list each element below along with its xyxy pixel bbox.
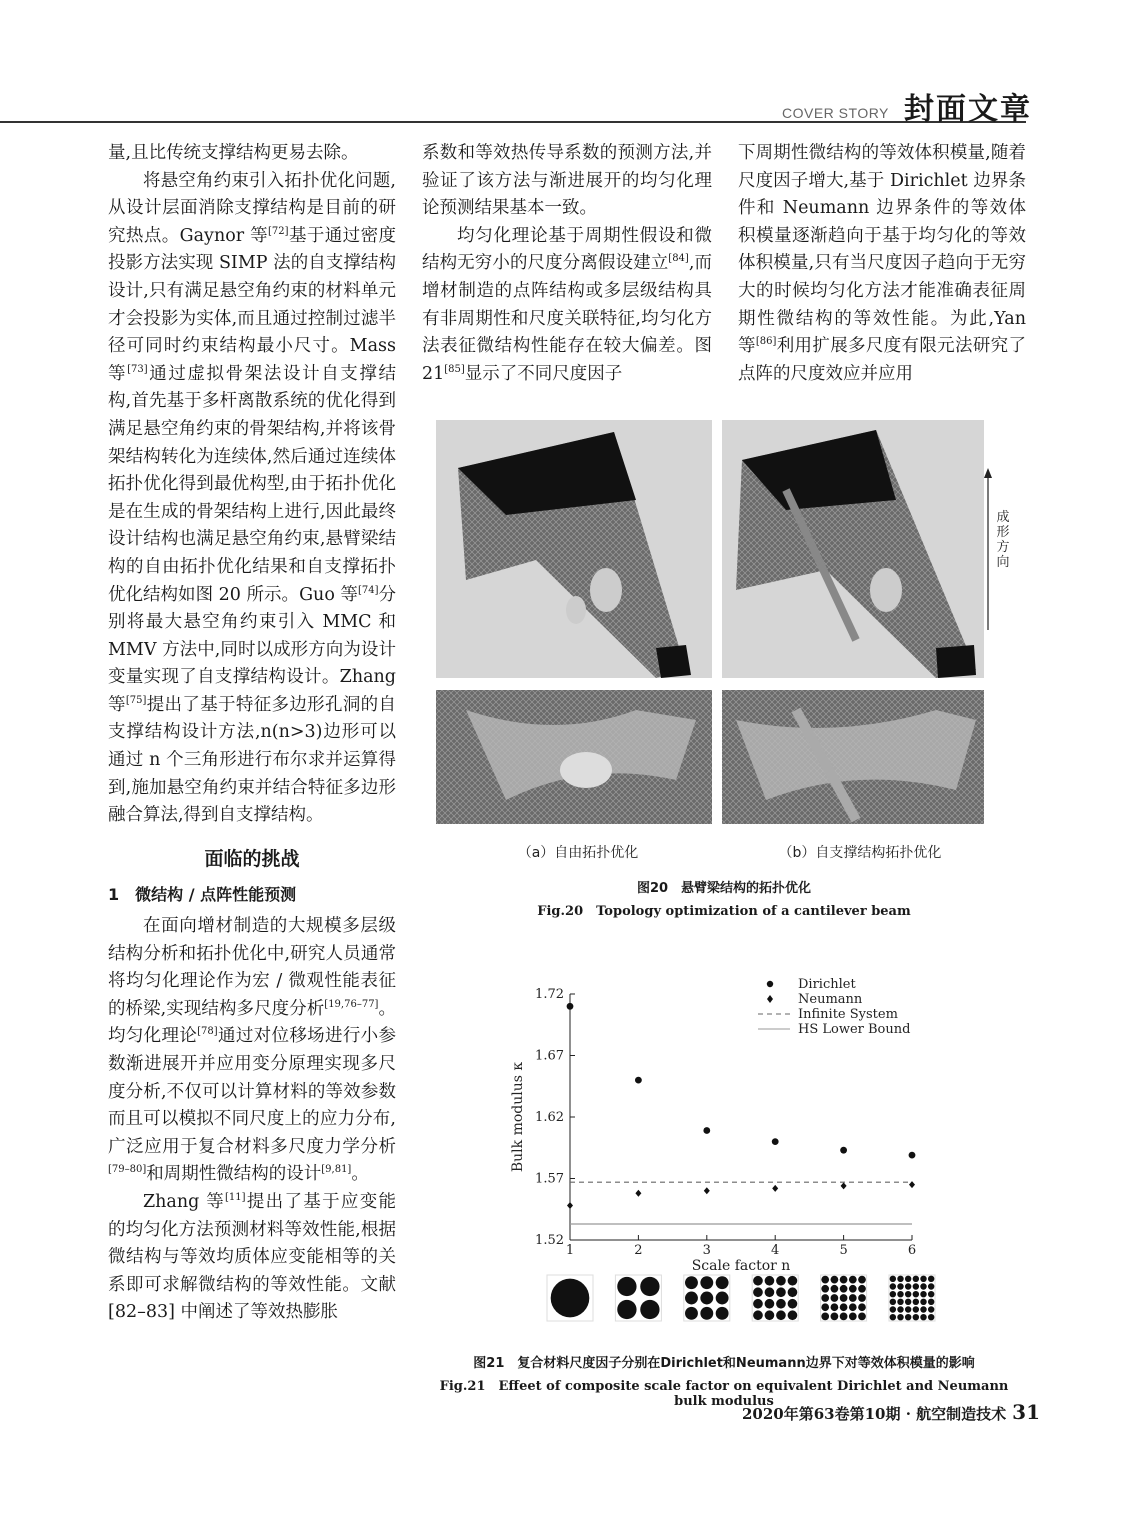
microstructure-inclusion [617,1277,636,1296]
dirichlet-point [772,1138,779,1145]
microstructure-inclusion [897,1283,903,1289]
microstructure-inclusion [788,1287,798,1297]
microstructure-inclusion [858,1303,866,1311]
microstructure-inclusion [920,1306,926,1312]
figure-21-chart [500,970,940,1330]
microstructure-inclusion [905,1314,911,1320]
microstructure-inclusion [716,1307,729,1320]
microstructure-inclusion [700,1276,713,1289]
microstructure-inclusion [897,1306,903,1312]
microstructure-inclusion [849,1285,857,1293]
microstructure-inclusion [831,1276,839,1284]
microstructure-inclusion [928,1276,934,1282]
x-tick-label: 4 [771,1243,780,1258]
dirichlet-point [635,1077,642,1084]
microstructure-inclusion [685,1276,698,1289]
microstructure-inclusion [849,1294,857,1302]
microstructure-inclusion [897,1291,903,1297]
microstructure-inclusion [890,1291,896,1297]
legend-label: Dirichlet [798,977,856,992]
microstructure-inclusion [831,1313,839,1321]
microstructure-inclusion [716,1276,729,1289]
free-topology-closeup-image [436,690,712,824]
microstructure-inclusion [920,1291,926,1297]
microstructure-inclusion [821,1276,829,1284]
column-1 [108,140,396,1327]
microstructure-inclusion [765,1276,775,1286]
microstructure-inclusion [913,1283,919,1289]
paragraph: 下周期性微结构的等效体积模量,随着尺度因子增大,基于 Dirichlet 边界条件和 Neumann 边界条件的等效体积模量逐渐趋向于基于均匀化的等效体积模量,只有当尺度因子趋向于无穷大的时候均匀化方法才能准确表征周期性微结构的等效性能。为此,Yan 等[86]利用扩展多尺度有限元法研究了点阵的尺度效应并应用 [738,143,1027,384]
microstructure-inclusion [700,1307,713,1320]
y-tick-label: 1.67 [535,1048,564,1064]
microstructure-inclusion [905,1283,911,1289]
microstructure-inclusion [928,1314,934,1320]
paragraph: 量,且比传统支撑结构更易去除。 [108,143,359,163]
microstructure-inclusion [840,1276,848,1284]
microstructure-inclusion [928,1306,934,1312]
microstructure-inclusion [776,1299,786,1309]
figure-20-images [436,420,996,830]
page-number: 31 [1012,1400,1040,1424]
paragraph: 将悬空角约束引入拓扑优化问题,从设计层面消除支撑结构是目前的研究热点。Gaynor 等[72]基于通过密度投影方法实现 SIMP 法的自支撑结构设计,只有满足悬空角约束的材料单元才会投影为实体,而且通过控制过滤半径可同时约束结构最小尺寸。Mass 等[73]通过虚拟骨架法设计自支撑结构,首先基于多杆离散系统的优化得到满足悬空角约束的骨架结构,并将该骨架结构转化为连续体,然后通过连续体拓扑优化得到最优构型,由于拓扑优化是在生成的骨架结构上进行,因此最终设计结构也满足悬空角约束,悬臂梁结构的自由拓扑优化结果和自支撑拓扑优化结构如图 20 所示。Guo 等[74]分别将最大悬空角约束引入 MMC 和 MMV 方法中,同时以成形方向为设计变量实现了自支撑结构设计。Zhang 等[75]提出了基于特征多边形孔洞的自支撑结构设计方法,n(n>3)边形可以通过 n 个三角形进行布尔求并运算得到,施加悬空角约束并结合特征多边形融合算法,得到自支撑结构。 [108,170,397,826]
self-supporting-3d-image [722,420,984,678]
microstructure-cell [889,1275,935,1321]
microstructure-inclusion [617,1300,636,1319]
self-supporting-closeup-image [722,690,984,824]
x-tick-label: 6 [907,1243,917,1258]
microstructure-inclusion [840,1294,848,1302]
microstructure-inclusion [776,1276,786,1286]
microstructure-inclusion [913,1299,919,1305]
neumann-point [567,1202,573,1209]
microstructure-inclusion [716,1292,729,1305]
microstructure-inclusion [788,1299,798,1309]
neumann-point [909,1181,915,1188]
neumann-point [635,1190,641,1197]
fig20-caption-cn: 图20 悬臂梁结构的拓扑优化 [636,881,812,896]
microstructure-inclusion [753,1310,763,1320]
microstructure-inclusion [928,1299,934,1305]
microstructure-inclusion [920,1276,926,1282]
build-direction-arrow [984,468,992,630]
microstructure-inclusion [897,1314,903,1320]
free-topology-3d-image [436,420,712,678]
microstructure-inclusion [890,1283,896,1289]
paragraph: 在面向增材制造的大规模多层级结构分析和拓扑优化中,研究人员通常将均匀化理论作为宏 / 微观性能表征的桥梁,实现结构多尺度分析[19,76–77]。均匀化理论[78]通过对位移场进行小参数渐进展开并应用变分原理实现多尺度分析,不仅可以计算材料的等效参数而且可以模拟不同尺度上的应力分布,广泛应用于复合材料多尺度力学分析[79–80]和周期性微结构的设计[9,81]。 [108,916,397,1185]
section-heading: 面临的挑战 [204,847,300,870]
microstructure-inclusion [890,1314,896,1320]
microstructure-inclusion [685,1307,698,1320]
microstructure-inclusion [890,1276,896,1282]
x-axis-label: Scale factor n [691,1258,791,1274]
section-label-en: COVER STORY [782,105,889,121]
microstructure-inclusion [905,1276,911,1282]
y-tick-label: 1.72 [535,987,564,1002]
fig20-subcaption-a: （a）自由拓扑优化 [517,845,639,861]
y-tick-label: 1.52 [535,1233,564,1248]
microstructure-inclusion [913,1276,919,1282]
dirichlet-point [840,1147,847,1154]
paragraph: 系数和等效热传导系数的预测方法,并验证了该方法与渐进展开的均匀化理论预测结果基本一致。 [422,143,712,219]
microstructure-inclusion [920,1299,926,1305]
page-footer [660,1400,1040,1424]
journal-issue: 2020年第63卷第10期 · 航空制造技术 [741,1405,1007,1423]
column-2 [422,140,712,388]
dirichlet-point [703,1127,710,1134]
dirichlet-point [567,1003,574,1010]
fig20-caption-en: Fig.20 Topology optimization of a cantilever beam [537,904,911,919]
paragraph: 均匀化理论基于周期性假设和微结构无穷小的尺度分离假设建立[84],而增材制造的点阵结构或多层级结构具有非周期性和尺度关联特征,均匀化方法表征微结构性能存在较大偏差。图 21[85]显示了不同尺度因子 [422,225,712,384]
microstructure-inclusion [821,1285,829,1293]
microstructure-inclusion [788,1276,798,1286]
microstructure-inclusion [913,1314,919,1320]
microstructure-inclusion [753,1287,763,1297]
microstructure-inclusion [905,1299,911,1305]
microstructure-inclusion [849,1313,857,1321]
microstructure-inclusion [831,1303,839,1311]
microstructure-inclusion [858,1276,866,1284]
microstructure-inclusion [788,1310,798,1320]
legend-label: Infinite System [798,1007,898,1022]
microstructure-inclusion [821,1294,829,1302]
microstructure-inclusion [858,1285,866,1293]
dirichlet-point [909,1152,916,1159]
microstructure-inclusion [840,1313,848,1321]
build-direction-label: 成 形 方 向 [996,510,1010,570]
microstructure-inclusion [897,1299,903,1305]
column-3 [738,140,1026,388]
header-rule [0,121,1026,123]
microstructure-inclusion [890,1306,896,1312]
microstructure-inclusion [821,1313,829,1321]
neumann-point [841,1182,847,1189]
subsection-heading: 1 微结构 / 点阵性能预测 [108,885,297,905]
microstructure-inclusion [831,1285,839,1293]
microstructure-inclusion [858,1294,866,1302]
microstructure-inclusion [920,1314,926,1320]
microstructure-inclusion [840,1285,848,1293]
section-label-cn: 封面文章 [904,92,1032,127]
y-tick-label: 1.62 [535,1110,564,1125]
microstructure-inclusion [640,1300,659,1319]
microstructure-inclusion [913,1306,919,1312]
microstructure-inclusion [700,1292,713,1305]
microstructure-inclusion [821,1303,829,1311]
microstructure-inclusion [928,1283,934,1289]
neumann-point [772,1185,778,1192]
y-tick-label: 1.57 [535,1171,564,1187]
microstructure-inclusion [765,1310,775,1320]
x-tick-label: 3 [702,1243,711,1258]
paragraph: Zhang 等[11]提出了基于应变能的均匀化方法预测材料等效性能,根据微结构与等效均质体应变能相等的关系即可求解微结构的等效性能。文献 [82–83] 中阐述了等效热膨胀 [108,1191,396,1323]
microstructure-inclusion [753,1299,763,1309]
x-tick-label: 2 [634,1243,643,1258]
legend-label: Neumann [798,992,863,1007]
fig21-caption-en: Fig.21 Effeet of composite scale factor on equivalent Dirichlet and Neumann bulk modulus [439,1379,1009,1409]
microstructure-inclusion [905,1291,911,1297]
microstructure-inclusion [849,1303,857,1311]
fig21-caption-cn: 图21 复合材料尺度因子分别在Dirichlet和Neumann边界下对等效体积模量的影响 [473,1356,975,1371]
legend-label: HS Lower Bound [798,1022,911,1037]
microstructure-inclusion [753,1276,763,1286]
microstructure-inclusion [551,1279,590,1318]
x-tick-label: 1 [565,1243,575,1258]
microstructure-inclusion [765,1287,775,1297]
microstructure-inclusion [640,1277,659,1296]
y-axis-label: Bulk modulus κ [510,1061,526,1173]
microstructure-inclusion [920,1283,926,1289]
neumann-point [704,1187,710,1194]
microstructure-inclusion [685,1292,698,1305]
microstructure-inclusion [913,1291,919,1297]
microstructure-inclusion [890,1299,896,1305]
microstructure-inclusion [905,1306,911,1312]
microstructure-inclusion [928,1291,934,1297]
microstructure-inclusion [858,1313,866,1321]
microstructure-inclusion [897,1276,903,1282]
x-tick-label: 5 [839,1243,848,1258]
microstructure-inclusion [776,1287,786,1297]
microstructure-inclusion [840,1303,848,1311]
microstructure-inclusion [776,1310,786,1320]
microstructure-inclusion [849,1276,857,1284]
fig20-subcaption-b: （b）自支撑结构拓扑优化 [778,845,942,861]
legend-neumann-marker [767,995,773,1003]
legend-dirichlet-marker [767,981,773,987]
microstructure-inclusion [765,1299,775,1309]
microstructure-inclusion [831,1294,839,1302]
